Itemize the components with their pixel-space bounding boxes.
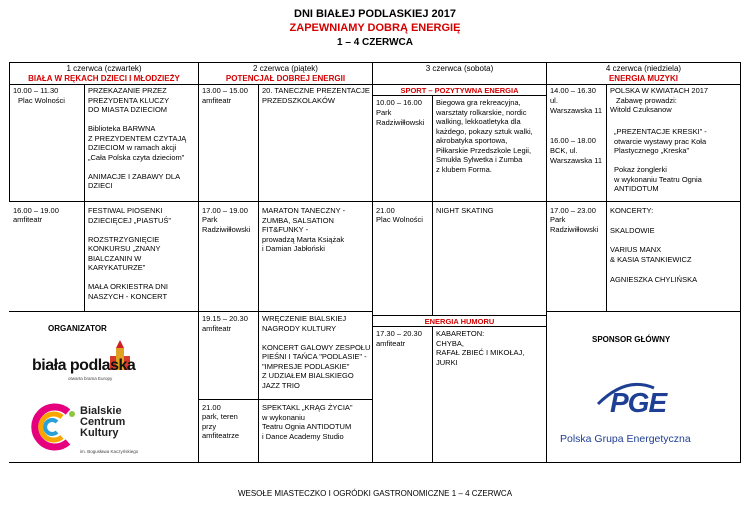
day-theme-humor: ENERGIA HUMORU <box>424 317 495 326</box>
event-place: Plac Wolności <box>18 96 65 105</box>
day-date: 2 czerwca (piątek) <box>253 64 318 73</box>
event-description: NIGHT SKATING <box>436 206 494 215</box>
event-time: 14.00 – 16.30 <box>550 86 596 95</box>
sponsor-label: SPONSOR GŁÓWNY <box>592 335 671 344</box>
event-place: amfiteatr <box>202 324 232 333</box>
event-description: SPEKTAKL „KRĄG ŻYCIA” w wykonaniu Teatru Ognia ANTIDOTUM i Dance Academy Studio <box>262 403 353 441</box>
footer-note: WESOŁE MIASTECZKO I OGRÓDKI GASTRONOMICZNE 1 – 4 CZERWCA <box>237 489 513 498</box>
day-theme: POTENCJAŁ DOBREJ ENERGII <box>225 73 346 83</box>
event-description: 20. TANECZNE PREZENTACJE PRZEDSZKOLAKÓW <box>262 86 370 105</box>
event-time: 17.30 – 20.30 <box>376 329 422 338</box>
event-place: park, teren przy amfiteatrze <box>202 412 240 440</box>
event-description: WRĘCZENIE BIALSKIEJ NAGRODY KULTURY KONCERT GALOWY ZESPOŁU PIEŚNI I TAŃCA "PODLASIE" - "IMPRESJE PODLASKIE" Z UDZIAŁEM BIALSKIEGO JAZZ TRIO <box>262 314 371 390</box>
biala-podlaska-logo <box>30 340 140 390</box>
event-place: Park Radziwiłłowski <box>550 215 599 234</box>
event-time: 16.00 – 18.00 <box>550 136 596 145</box>
logo-subtitle: otwarta brama Europy <box>68 376 113 381</box>
organizer-label: ORGANIZATOR <box>48 324 107 333</box>
event-time: 16.00 – 19.00 <box>13 206 59 215</box>
event-description: MARATON TANECZNY - ZUMBA, SALSATION FIT&FUNKY - prowadzą Marta Książak i Damian Jabłoński <box>262 206 346 253</box>
event-place: Park Radziwiłłowski <box>376 108 425 127</box>
event-description: POLSKA W KWIATACH 2017 Zabawę prowadzi: Witold Czuksanow <box>610 86 709 114</box>
event-description: KONCERTY: SKALDOWIE VARIUS MANX & KASIA STANKIEWICZ AGNIESZKA CHYLIŃSKA <box>610 206 698 284</box>
event-place: amfiteatr <box>376 339 406 348</box>
event-time: 17.00 – 19.00 <box>202 206 248 215</box>
day-header-2 <box>199 64 372 84</box>
event-time: 21.00 <box>376 206 395 215</box>
day-date: 3 czerwca (sobota) <box>425 64 494 73</box>
logo-name: biała podlaska <box>32 357 136 374</box>
event-place: BCK, ul. Warszawska 11 <box>550 146 603 165</box>
day-header-4 <box>547 64 740 84</box>
event-time: 21.00 <box>202 403 221 412</box>
event-time: 10.00 – 16.00 <box>376 98 422 107</box>
event-place: Plac Wolności <box>376 215 423 224</box>
event-place: amfiteatr <box>202 96 232 105</box>
day-header-3 <box>373 64 546 84</box>
day-theme: ENERGIA MUZYKI <box>608 73 679 83</box>
event-dates: 1 – 4 CZERWCA <box>337 37 413 48</box>
event-time: 10.00 – 11.30 <box>13 86 59 95</box>
event-place: ul. Warszawska 11 <box>550 96 603 115</box>
day-header-1 <box>10 64 198 84</box>
logo-name: PGE <box>610 387 667 418</box>
logo-subtitle: im. Bogusława Kaczyńskiego <box>80 449 139 454</box>
sponsor-name: Polska Grupa Energetyczna <box>560 433 691 445</box>
event-place: Park Radziwiłłowski <box>202 215 251 234</box>
event-place: amfiteatr <box>13 215 43 224</box>
logo-name: Bialskie Centrum Kultury <box>80 405 126 439</box>
event-description: „PREZENTACJE KRESKI” - otwarcie wystawy prac Koła Plastycznego „Kreska” Pokaz żonglerki w wykonaniu Teatru Ognia ANTIDOTUM <box>614 127 707 193</box>
colorful-c-icon <box>28 402 78 452</box>
day-date: 1 czerwca (czwartek) <box>66 64 142 73</box>
event-time: 19.15 – 20.30 <box>202 314 248 323</box>
event-description: PRZEKAZANIE PRZEZ PREZYDENTA KLUCZY DO MIASTA DZIECIOM Biblioteka BARWNA Z PREZYDENTEM CZYTAJĄ DZIECIOM w ramach akcji „Cała Polska czyta dzieciom” ANIMACJE I ZABAWY DLA DZIECI <box>88 86 187 190</box>
bck-logo <box>28 400 158 462</box>
event-time: 17.00 – 23.00 <box>550 206 596 215</box>
event-description: FESTIWAL PIOSENKI DZIECIĘCEJ „PIASTUŚ” ROZSTRZYGNIĘCIE KONKURSU „ZNANY BIALCZANIN W KARYKATURZE” MAŁA ORKIESTRA DNI NASZYCH - KONCERT <box>88 206 171 301</box>
page-title: DNI BIAŁEJ PODLASKIEJ 2017 <box>294 8 456 20</box>
event-time: 13.00 – 15.00 <box>202 86 248 95</box>
pge-logo <box>560 380 735 450</box>
day-date: 4 czerwca (niedziela) <box>605 64 682 73</box>
event-description: KABARETON: CHYBA, RAFAŁ ZBIEĆ I MIKOŁAJ, JURKI <box>436 329 525 367</box>
event-description: Biegowa gra rekreacyjna, warsztaty rolkarskie, nordic walking, lekkoatletyka dla każdego, pokazy sztuk walki, akrobatyka sportowa, Piłkarskie Przedszkole Legii, Smukła Sylwetka i Zumba z klubem Forma. <box>436 98 533 174</box>
slogan: ZAPEWNIAMY DOBRĄ ENERGIĘ <box>289 22 461 34</box>
day-theme: BIAŁA W RĘKACH DZIECI I MŁODZIEŻY <box>28 73 180 83</box>
day-theme: SPORT – POZYTYWNA ENERGIA <box>400 86 519 95</box>
